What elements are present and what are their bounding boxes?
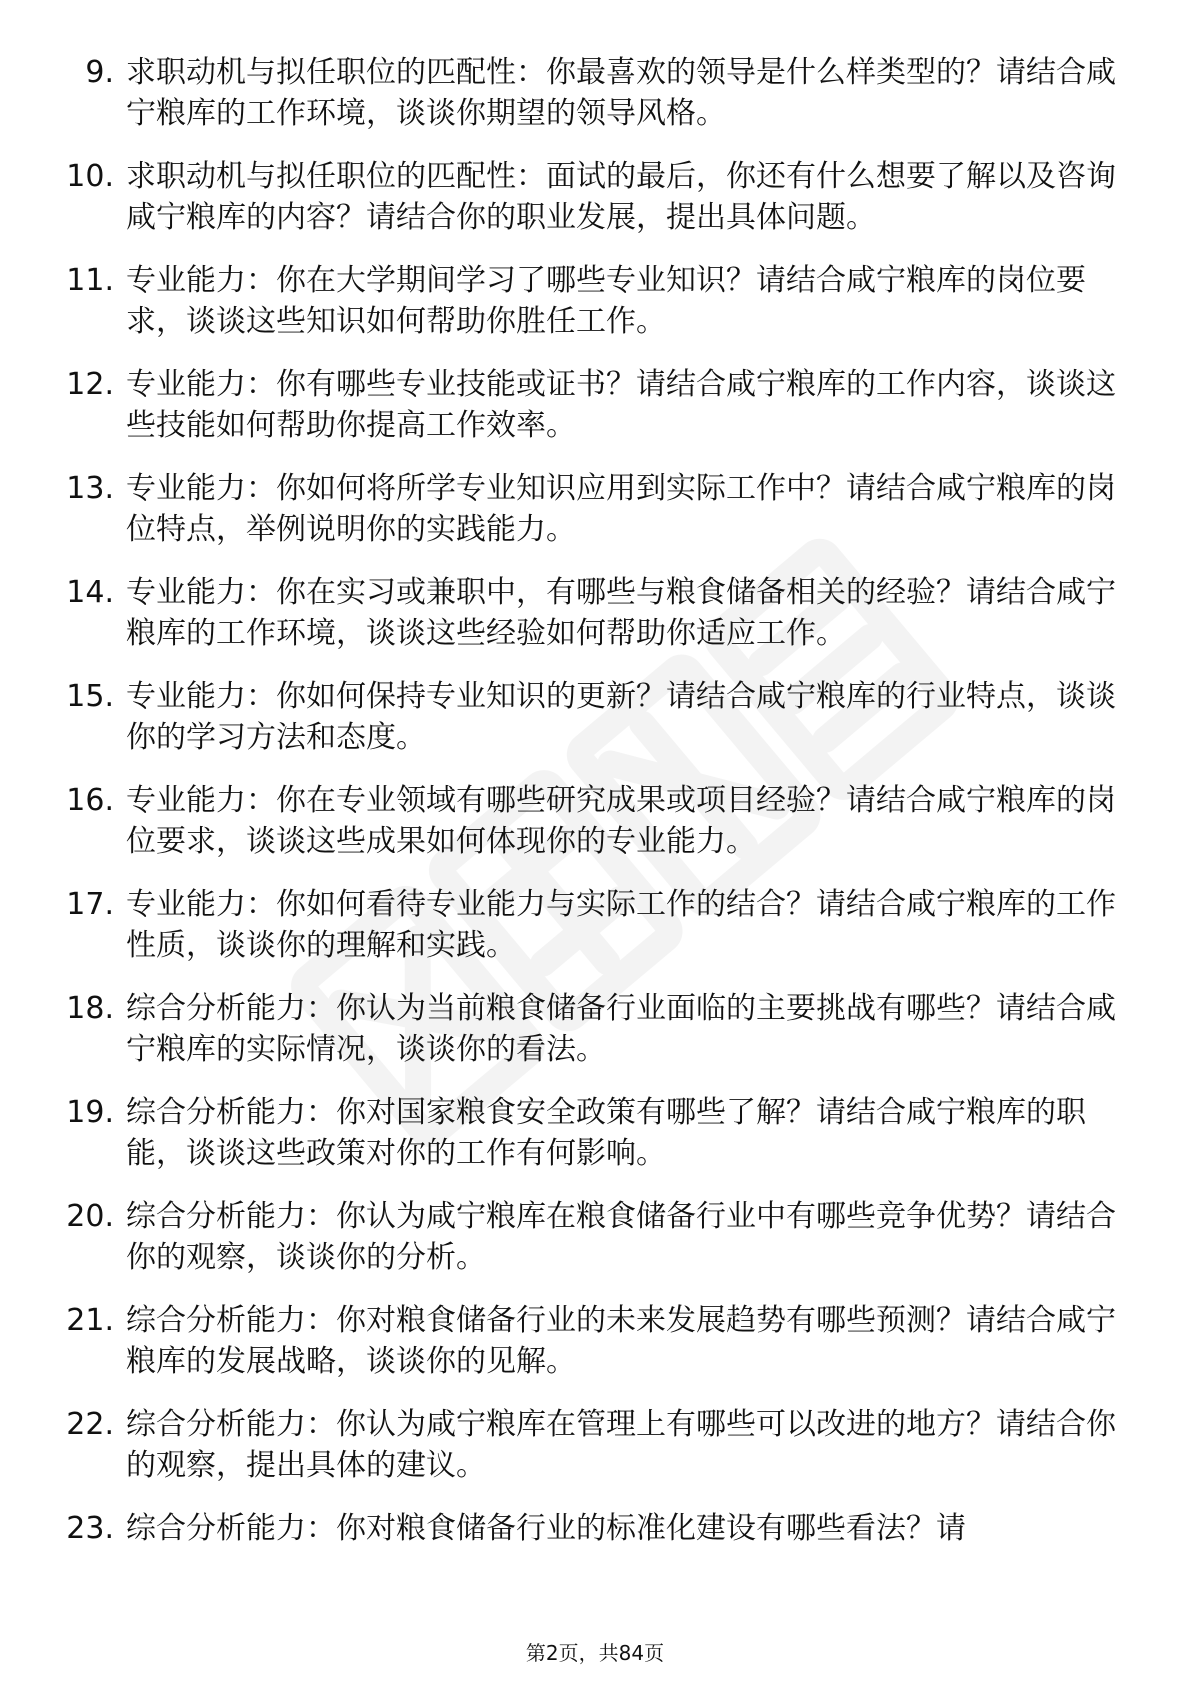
question-item bbox=[62, 676, 1122, 758]
question-text: 求职动机与拟任职位的匹配性：面试的最后，你还有什么想要了解以及咨询咸宁粮库的内容？请结合你的职业发展，提出具体问题。 bbox=[126, 159, 1116, 235]
question-text: 综合分析能力：你对国家粮食安全政策有哪些了解？请结合咸宁粮库的职能，谈谈这些政策对你的工作有何影响。 bbox=[126, 1095, 1086, 1171]
question-number: 9. bbox=[85, 55, 114, 90]
question-item bbox=[62, 572, 1122, 654]
question-list bbox=[62, 52, 1122, 1571]
question-item bbox=[62, 1404, 1122, 1486]
question-text: 专业能力：你如何保持专业知识的更新？请结合咸宁粮库的行业特点，谈谈你的学习方法和态度。 bbox=[126, 679, 1116, 755]
question-item bbox=[62, 988, 1122, 1070]
question-item bbox=[62, 364, 1122, 446]
question-text: 求职动机与拟任职位的匹配性：你最喜欢的领导是什么样类型的？请结合咸宁粮库的工作环境，谈谈你期望的领导风格。 bbox=[126, 55, 1116, 131]
question-item bbox=[62, 1092, 1122, 1174]
question-text: 专业能力：你在专业领域有哪些研究成果或项目经验？请结合咸宁粮库的岗位要求，谈谈这些成果如何体现你的专业能力。 bbox=[126, 783, 1116, 859]
question-number: 23. bbox=[66, 1511, 114, 1546]
question-text: 综合分析能力：你认为当前粮食储备行业面临的主要挑战有哪些？请结合咸宁粮库的实际情况，谈谈你的看法。 bbox=[126, 991, 1116, 1067]
question-number: 10. bbox=[66, 159, 114, 194]
question-number: 11. bbox=[66, 263, 114, 298]
question-number: 21. bbox=[66, 1303, 114, 1338]
question-item bbox=[62, 780, 1122, 862]
question-number: 14. bbox=[66, 575, 114, 610]
question-text: 专业能力：你如何看待专业能力与实际工作的结合？请结合咸宁粮库的工作性质，谈谈你的理解和实践。 bbox=[126, 887, 1116, 963]
question-number: 17. bbox=[66, 887, 114, 922]
question-item bbox=[62, 468, 1122, 550]
question-text: 综合分析能力：你对粮食储备行业的标准化建设有哪些看法？请 bbox=[126, 1511, 966, 1546]
question-item bbox=[62, 884, 1122, 966]
question-number: 22. bbox=[66, 1407, 114, 1442]
question-item bbox=[62, 1508, 1122, 1549]
question-number: 15. bbox=[66, 679, 114, 714]
question-number: 12. bbox=[66, 367, 114, 402]
question-number: 19. bbox=[66, 1095, 114, 1130]
question-text: 综合分析能力：你认为咸宁粮库在管理上有哪些可以改进的地方？请结合你的观察，提出具体的建议。 bbox=[126, 1407, 1116, 1483]
question-item bbox=[62, 1300, 1122, 1382]
question-text: 综合分析能力：你对粮食储备行业的未来发展趋势有哪些预测？请结合咸宁粮库的发展战略，谈谈你的见解。 bbox=[126, 1303, 1116, 1379]
question-item bbox=[62, 52, 1122, 134]
question-text: 综合分析能力：你认为咸宁粮库在粮食储备行业中有哪些竞争优势？请结合你的观察，谈谈你的分析。 bbox=[126, 1199, 1116, 1275]
question-text: 专业能力：你在大学期间学习了哪些专业知识？请结合咸宁粮库的岗位要求，谈谈这些知识如何帮助你胜任工作。 bbox=[126, 263, 1086, 339]
page-footer: 第2页，共84页 bbox=[525, 1641, 665, 1665]
question-number: 20. bbox=[66, 1199, 114, 1234]
question-number: 13. bbox=[66, 471, 114, 506]
question-item bbox=[62, 1196, 1122, 1278]
question-item bbox=[62, 260, 1122, 342]
question-text: 专业能力：你有哪些专业技能或证书？请结合咸宁粮库的工作内容，谈谈这些技能如何帮助你提高工作效率。 bbox=[126, 367, 1116, 443]
question-item bbox=[62, 156, 1122, 238]
question-number: 16. bbox=[66, 783, 114, 818]
question-text: 专业能力：你在实习或兼职中，有哪些与粮食储备相关的经验？请结合咸宁粮库的工作环境，谈谈这些经验如何帮助你适应工作。 bbox=[126, 575, 1116, 651]
question-text: 专业能力：你如何将所学专业知识应用到实际工作中？请结合咸宁粮库的岗位特点，举例说明你的实践能力。 bbox=[126, 471, 1116, 547]
question-number: 18. bbox=[66, 991, 114, 1026]
